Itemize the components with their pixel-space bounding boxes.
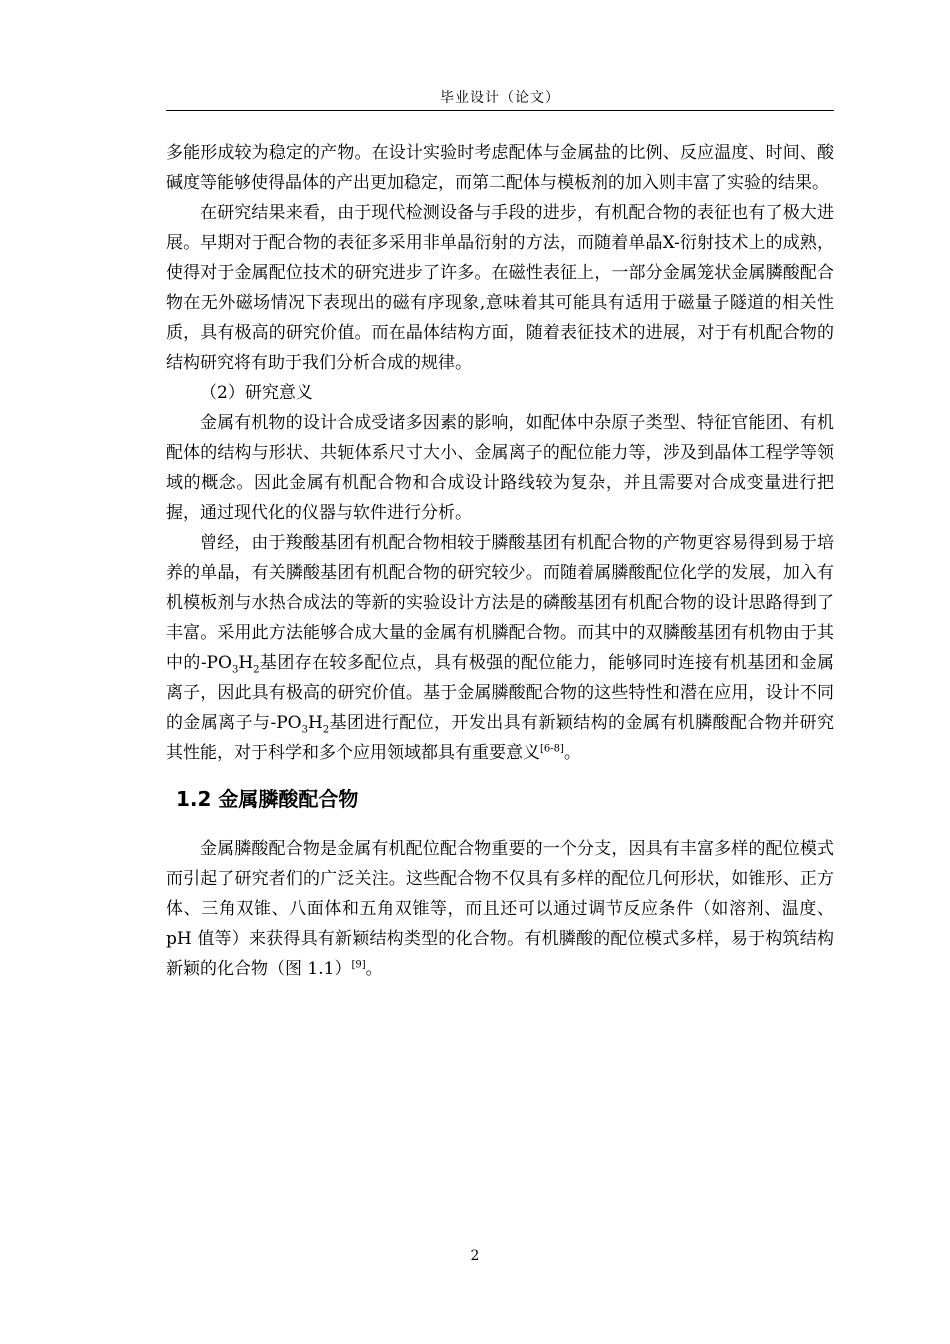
page-number: 2 <box>470 1248 480 1264</box>
paragraph-phosphonate-history <box>166 528 834 768</box>
body-text <box>166 138 834 984</box>
text-run: 基团进行配位，开发出具有新颖结构的金属有机膦酸配合物并研究其性能，对于科学和多个应用领域都具有重要意义 <box>166 713 835 763</box>
page-header: 毕业设计（论文） <box>440 90 560 106</box>
paragraph-research-results: 在研究结果来看，由于现代检测设备与手段的进步，有机配合物的表征也有了极大进展。早期对于配合物的表征多采用非单晶衍射的方法，而随着单晶X-衍射技术上的成熟，使得对于金属配位技术的研究进步了许多。在磁性表征上，一部分金属笼状金属膦酸配合物在无外磁场情况下表现出的磁有序现象,意味着其可能具有适用于磁量子隧道的相关性质，具有极高的研究价值。而在晶体结构方面，随着表征技术的进展，对于有机配合物的结构研究将有助于我们分析合成的规律。 <box>166 203 834 373</box>
text-run: H <box>307 713 323 733</box>
section-heading: 1.2 金属膦酸配合物 <box>176 787 359 811</box>
header-divider <box>166 110 834 111</box>
subscript: 2 <box>253 664 260 676</box>
text-run: 。 <box>365 959 383 979</box>
text-run: 基团存在较多配位点，具有极强的配位能力，能够同时连接有机基团和金属离子，因此具有极高的研究价值。基于金属膦酸配合物的这些特性和潜在应用，设计不同的金属离子与-PO <box>166 653 834 733</box>
paragraph-metal-phosphonate <box>166 834 834 984</box>
subscript: 3 <box>301 724 308 736</box>
subscript: 3 <box>231 664 239 676</box>
citation: [9] <box>351 959 366 971</box>
citation: [6-8] <box>540 743 564 755</box>
text-run: H <box>238 653 254 673</box>
paragraph-design-factors: 金属有机物的设计合成受诸多因素的影响，如配体中杂原子类型、特征官能团、有机配体的结构与形状、共轭体系尺寸大小、金属离子的配位能力等，涉及到晶体工程学等领域的概念。因此金属有机配合物和合成设计路线较为复杂，并且需要对合成变量进行把握，通过现代化的仪器与软件进行分析。 <box>166 413 834 523</box>
paragraph-continuation: 多能形成较为稳定的产物。在设计实验时考虑配体与金属盐的比例、反应温度、时间、酸碱度等能够使得晶体的产出更加稳定，而第二配体与模板剂的加入则丰富了实验的结果。 <box>166 143 834 193</box>
text-run: 。 <box>563 743 581 763</box>
text-run: 金属膦酸配合物是金属有机配位配合物重要的一个分支，因具有丰富多样的配位模式而引起了研究者们的广泛关注。这些配合物不仅具有多样的配位几何形状，如锥形、正方体、三角双锥、八面体和五角双锥等，而且还可以通过调节反应条件（如溶剂、温度、pH 值等）来获得具有新颖结构类型的化合物。有机膦酸的配位模式多样，易于构筑结构新颖的化合物（图 1.1） <box>166 839 834 979</box>
text-run: 曾经，由于羧酸基团有机配合物相较于膦酸基团有机配合物的产物更容易得到易于培养的单晶，有关膦酸基团有机配合物的研究较少。而随着属膦酸配位化学的发展，加入有机模板剂与水热合成法的等新的实验设计方法是的磷酸基团有机配合物的设计思路得到了丰富。采用此方法能够合成大量的金属有机膦配合物。而其中的双膦酸基团有机物由于其中的-PO <box>166 533 834 673</box>
subscript: 2 <box>322 724 330 736</box>
subsection-label-significance: （2）研究意义 <box>200 383 313 403</box>
